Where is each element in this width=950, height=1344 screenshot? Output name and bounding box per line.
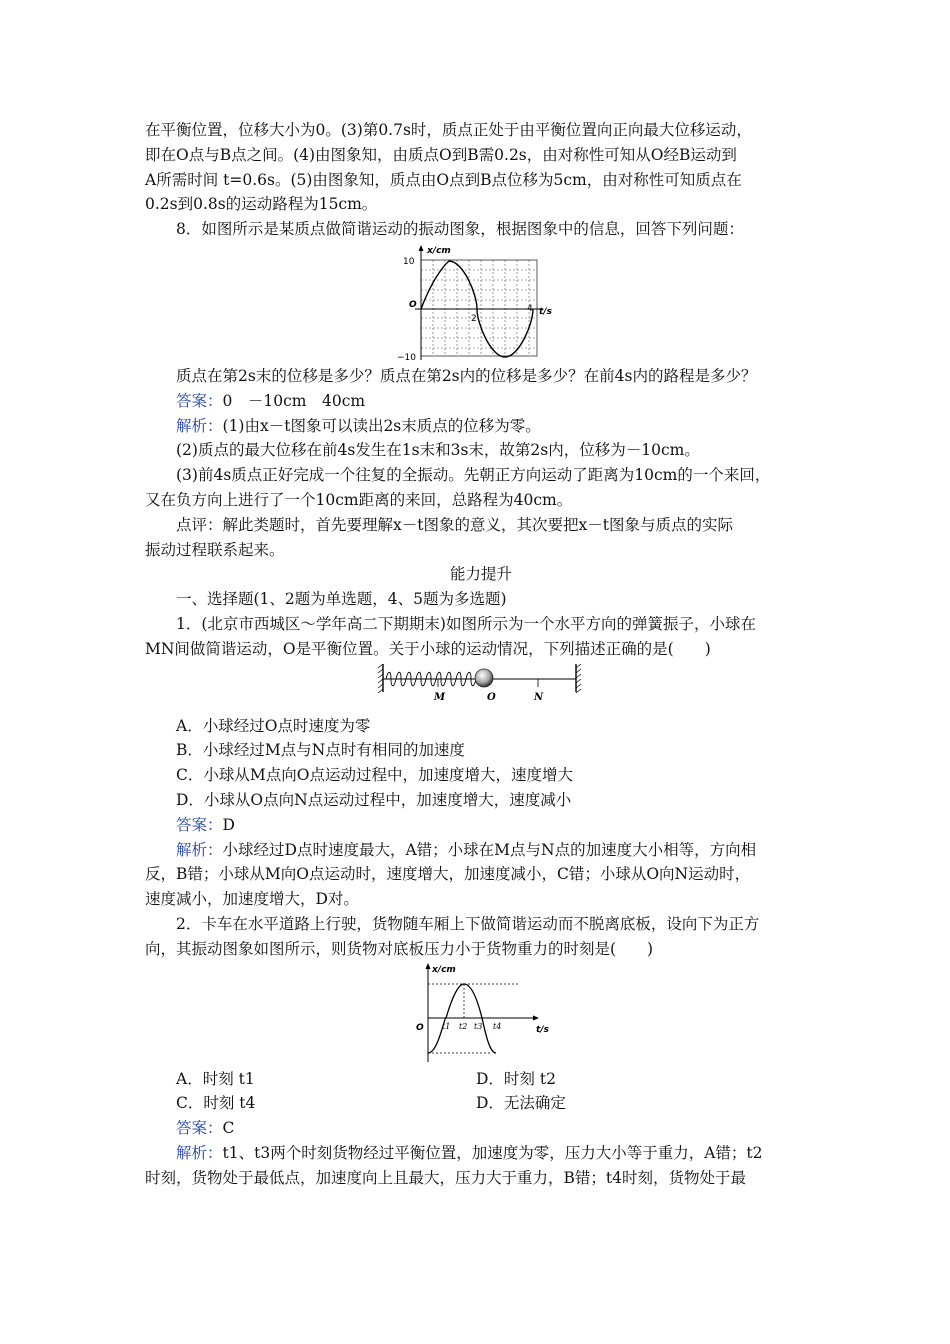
q2-stem: 2．卡车在水平道路上行驶，货物随车厢上下做简谐运动而不脱离底板，设向下为正方 — [176, 914, 760, 933]
q2-option-a: A．时刻 t1 — [176, 1069, 255, 1088]
q1-option-a: A．小球经过O点时速度为零 — [176, 716, 371, 735]
q1-option-c: C．小球从M点向O点运动过程中，加速度增大，速度增大 — [176, 766, 573, 785]
spring-oscillator — [376, 662, 586, 712]
t1-label: t1 — [442, 1021, 451, 1031]
y-axis-arrow — [426, 963, 431, 969]
x-axis-arrow — [533, 1015, 539, 1020]
q8-analysis — [145, 414, 817, 439]
half-wave-graph — [406, 962, 556, 1066]
text-line: 0.2s到0.8s的运动路程为15cm。 — [145, 195, 378, 214]
analysis-label: 解析： — [176, 840, 223, 859]
q2-analysis — [145, 1141, 817, 1166]
text-line: 点评：解此类题时，首先要理解x－t图象的意义，其次要把x－t图象与质点的实际 — [176, 515, 733, 534]
q1-option-d: D．小球从O点向N点运动过程中，加速度增大，速度减小 — [176, 790, 572, 809]
document-page — [145, 118, 817, 1191]
section-title: 能力提升 — [449, 565, 512, 584]
answer-label: 答案： — [176, 391, 223, 410]
text-line: 时刻，货物处于最低点，加速度向上且最大，压力大于重力，B错；t4时刻，货物处于最 — [145, 1168, 746, 1187]
answer-label: 答案： — [176, 815, 223, 834]
text-line: 即在O点与B点之间。(4)由图象知，由质点O到B需0.2s，由对称性可知从O经B运动到 — [145, 145, 737, 164]
text-line: 振动过程联系起来。 — [145, 540, 285, 559]
y-tick-top: 10 — [403, 256, 415, 267]
q8-question: 质点在第2s末的位移是多少？质点在第2s内的位移是多少？在前4s内的路程是多少？ — [176, 366, 757, 385]
analysis-text: 小球经过D点时速度最大，A错；小球在M点与N点的加速度大小相等，方向相 — [222, 840, 757, 859]
q8-figure — [145, 242, 817, 364]
q2-options-row-2 — [145, 1091, 817, 1116]
t2-label: t2 — [459, 1021, 468, 1031]
answer-text: C — [222, 1119, 235, 1138]
analysis-label: 解析： — [176, 1143, 223, 1162]
q2-figure — [145, 962, 817, 1067]
section-subtitle: 一、选择题(1、2题为单选题，4、5题为多选题) — [176, 590, 507, 609]
x-axis-label: t/s — [539, 306, 552, 317]
x-tick-2: 2 — [471, 313, 477, 324]
text-line: (2)质点的最大位移在前4s发生在1s末和3s末，故第2s内，位移为－10cm。 — [176, 441, 700, 460]
q1-stem: 1．(北京市西城区～学年高二下期期末)如图所示为一个水平方向的弹簧振子，小球在 — [176, 614, 756, 633]
left-wall-hatch — [378, 664, 383, 693]
t4-label: t4 — [493, 1021, 502, 1031]
answer-label: 答案： — [176, 1119, 223, 1138]
y-axis-label: x/cm — [427, 245, 451, 256]
origin-label: O — [416, 1022, 424, 1033]
text-line: A所需时间 t=0.6s。(5)由图象知，质点由O点到B点位移为5cm，由对称性可知质点在 — [145, 170, 742, 189]
answer-text: D — [222, 815, 235, 834]
text-line: 反，B错；小球从M向O点运动时，速度增大，加速度减小，C错；小球从O向N运动时， — [145, 865, 751, 884]
analysis-text: (1)由x－t图象可以读出2s末质点的位移为零。 — [222, 416, 541, 435]
q1-answer — [145, 813, 817, 838]
label-o: O — [487, 691, 496, 703]
q2-option-d2: D．无法确定 — [476, 1094, 566, 1113]
q1-figure — [145, 662, 817, 714]
y-axis-arrow — [419, 245, 424, 251]
q2-options-row-1 — [145, 1067, 817, 1092]
origin-label: O — [409, 299, 417, 310]
y-axis-label: x/cm — [432, 964, 456, 975]
q1-stem-cont: MN间做简谐运动，O是平衡位置。关于小球的运动情况，下列描述正确的是( ) — [145, 639, 711, 658]
q2-option-d: D．时刻 t2 — [476, 1069, 556, 1088]
q1-analysis — [145, 838, 817, 863]
q2-option-c: C．时刻 t4 — [176, 1094, 256, 1113]
text-line: 速度减小，加速度增大，D对。 — [145, 890, 359, 909]
text-line: (3)前4s质点正好完成一个往复的全振动。先朝正方向运动了距离为10cm的一个来回， — [176, 466, 771, 485]
x-axis-label: t/s — [536, 1024, 549, 1035]
x-tick-4: 4 — [527, 303, 533, 314]
sine-graph — [391, 242, 571, 364]
answer-text: 0 －10cm 40cm — [222, 391, 366, 410]
q1-option-b: B．小球经过M点与N点时有相同的加速度 — [176, 741, 465, 760]
t3-label: t3 — [474, 1021, 483, 1031]
right-wall-hatch — [576, 664, 581, 693]
q8-answer — [145, 389, 817, 414]
ball — [475, 669, 493, 687]
q2-stem-cont: 向，其振动图象如图所示，则货物对底板压力小于货物重力的时刻是( ) — [145, 939, 654, 958]
q2-answer — [145, 1116, 817, 1141]
y-tick-bottom: −10 — [397, 352, 416, 363]
text-line: 又在负方向上进行了一个10cm距离的来回，总路程为40cm。 — [145, 490, 573, 509]
label-n: N — [534, 691, 544, 703]
text-line: 在平衡位置，位移大小为0。(3)第0.7s时，质点正处于由平衡位置向正向最大位移运动， — [145, 121, 752, 139]
q8-stem: 8．如图所示是某质点做简谐运动的振动图象，根据图象中的信息，回答下列问题： — [176, 220, 744, 239]
label-m: M — [434, 691, 446, 703]
analysis-text: t1、t3两个时刻货物经过平衡位置，加速度为零，压力大小等于重力，A错；t2 — [222, 1143, 763, 1162]
analysis-label: 解析： — [176, 416, 223, 435]
